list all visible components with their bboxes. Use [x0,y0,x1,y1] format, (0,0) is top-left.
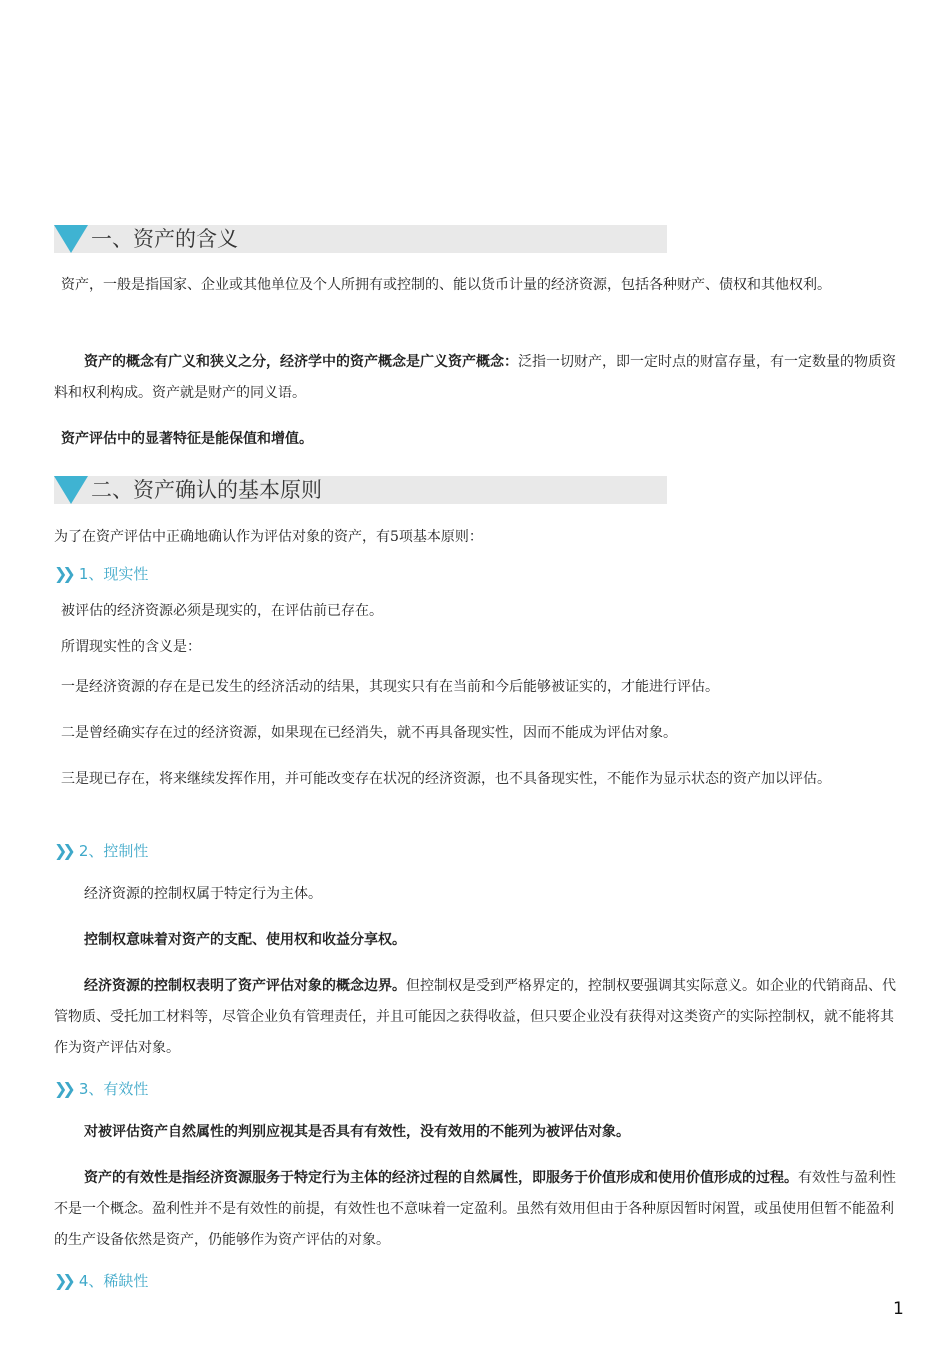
paragraph: 被评估的经济资源必须是现实的，在评估前已存在。 [61,603,383,619]
double-chevron-icon: ❯❯ [54,564,71,583]
section-title: 二、资产确认的基本原则 [91,478,322,502]
paragraph: 资产评估中的显著特征是能保值和增值。 [61,431,313,447]
subheading-1 [54,563,148,585]
paragraph: 控制权意味着对资产的支配、使用权和收益分享权。 [84,932,406,948]
double-chevron-icon: ❯❯ [54,841,71,860]
subheading-3 [54,1078,148,1100]
triangle-icon [54,476,88,504]
paragraph: 经济资源的控制权属于特定行为主体。 [84,886,322,902]
bold-text: 资产的有效性是指经济资源服务于特定行为主体的经济过程的自然属性，即服务于价值形成和使用价值形成的过程。 [84,1170,798,1186]
subheading-title: 4、稀缺性 [78,1272,149,1290]
paragraph: 一是经济资源的存在是已发生的经济活动的结果，其现实只有在当前和今后能够被证实的，才能进行评估。 [61,679,719,695]
section-header-1 [54,225,667,253]
double-chevron-icon: ❯❯ [54,1271,71,1290]
triangle-icon [54,225,88,253]
text: 有效性与盈利性不是一个概念。盈利性并不是有效性的前提，有效性也不意味着一定盈利。虽然有效用但由于各种原因暂时闲置，或虽使用但暂不能盈利的生产设备依然是资产，仍能够作为资产评估的对象。 [54,1170,896,1248]
paragraph: 为了在资产评估中正确地确认作为评估对象的资产，有5项基本原则： [54,529,483,545]
page-number: 1 [893,1299,904,1319]
double-chevron-icon: ❯❯ [54,1079,71,1098]
paragraph: 资产，一般是指国家、企业或其他单位及个人所拥有或控制的、能以货币计量的经济资源，包括各种财产、债权和其他权利。 [61,277,831,293]
text: 泛指一切财产，即一定时点的财富存量，有一定数量的物质资料和权利构成。资产就是财产的同义语。 [54,354,896,401]
paragraph: 二是曾经确实存在过的经济资源，如果现在已经消失，就不再具备现实性，因而不能成为评估对象。 [61,725,677,741]
subheading-4 [54,1270,148,1292]
subheading-title: 3、有效性 [78,1080,149,1098]
paragraph [54,1163,899,1256]
subheading-title: 1、现实性 [78,565,149,583]
bold-text: 经济资源的控制权表明了资产评估对象的概念边界。 [84,978,406,994]
section-header-2 [54,476,667,504]
paragraph [54,347,899,409]
paragraph: 所谓现实性的含义是： [61,639,201,655]
bold-text: 资产的概念有广义和狭义之分，经济学中的资产概念是广义资产概念： [84,354,518,370]
paragraph [54,971,899,1064]
paragraph: 对被评估资产自然属性的判别应视其是否具有有效性，没有效用的不能列为被评估对象。 [84,1124,630,1140]
subheading-title: 2、控制性 [78,842,149,860]
section-title: 一、资产的含义 [91,227,238,251]
subheading-2 [54,840,148,862]
text: 但控制权是受到严格界定的，控制权要强调其实际意义。如企业的代销商品、代管物质、受托加工材料等，尽管企业负有管理责任，并且可能因之获得收益，但只要企业没有获得对这类资产的实际控制权，就不能将其作为资产评估对象。 [54,978,896,1056]
paragraph: 三是现已存在，将来继续发挥作用，并可能改变存在状况的经济资源，也不具备现实性，不能作为显示状态的资产加以评估。 [61,771,831,787]
